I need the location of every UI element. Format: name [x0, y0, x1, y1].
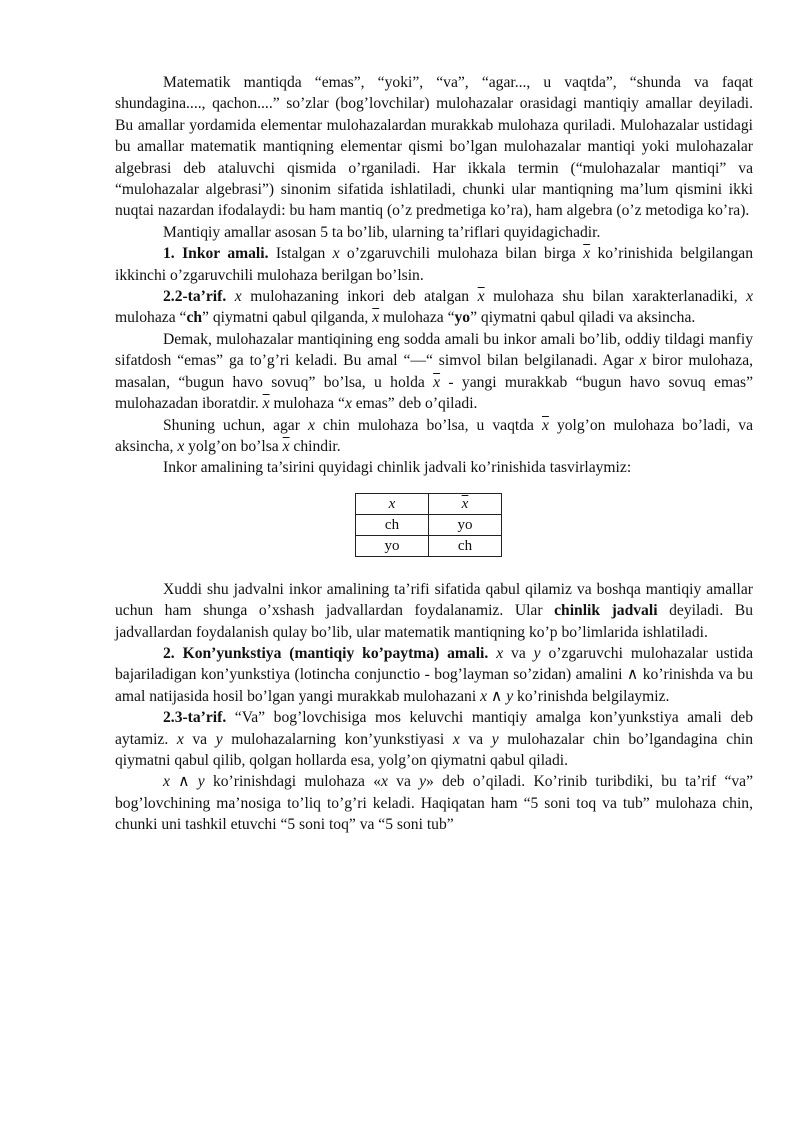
variable-not-x: $\overline{x}$: [541, 416, 549, 434]
negation-explanation-paragraph: Demak, mulohazalar mantiqining eng sodda amali bu inkor amali bo’lib, oddiy tildagi manfiy sifatdosh “emas” ga to’g’ri keladi. Bu amal “—“ simvol bilan belgilanadi. Agar x biror mulohaza, masalan, “bugun havo sovuq” bo’lsa, u holda $\overline{x}$ - yangi murakkab “bugun havo sovuq emas” mulohazadan iboratdir. $\overline{x}$ mulohaza “x emas” deb o’qiladi.: [115, 330, 754, 413]
variable-x: x: [234, 288, 242, 306]
conjunction-intro-paragraph: 2. Kon’yunkstiya (mantiqiy ko’paytma) amali. x va y o’zgaruvchi mulohazalar ustida bajariladigan kon’yunkstiya (lotincha conjunctio - bog’layman so’zidan) amalini ∧ ko’rinishda va bu amal natijasida hosil bo’lgan yangi murakkab mulohazani x ∧ y ko’rinishda belgilaymiz.: [115, 644, 754, 705]
page-content: [115, 72, 753, 836]
variable-y: y: [533, 644, 541, 662]
variable-x: x: [332, 245, 340, 263]
table-header-row: [356, 493, 502, 514]
truth-table-usage-paragraph: Xuddi shu jadvalni inkor amalining ta’rifi sifatida qabul qilamiz va boshqa mantiqiy amallar uchun ham shunga o’xshash jadvallardan foydalanamiz. Ular chinlik jadvali deyiladi. Bu jadvallardan foydalanish qulay bo’lib, ular matematik mantiqning ko’p bo’limlarida ishlatiladi.: [115, 580, 753, 641]
value-ch: ch: [186, 309, 203, 327]
variable-not-x: $\overline{x}$: [262, 395, 270, 413]
variable-not-x: $\overline{x}$: [372, 309, 380, 327]
table-header-x: x: [356, 493, 429, 514]
truth-table-term: chinlik jadvali: [554, 602, 658, 620]
negation-truth-table: [355, 493, 502, 557]
definition-2-2-paragraph: 2.2-ta’rif. x mulohazaning inkori deb atalgan $\overline{x}$ mulohaza shu bilan xarakterlanadiki, x mulohaza “ch” qiymatni qabul qilganda, $\overline{x}$ mulohaza “yo” qiymatni qabul qiladi va aksincha.: [115, 288, 754, 327]
variable-not-x: $\overline{x}$: [282, 437, 290, 455]
variable-y: y: [491, 730, 499, 748]
variable-not-x: $\overline{x}$: [477, 288, 485, 306]
table-cell: ch: [429, 535, 502, 556]
table-row: [356, 535, 502, 556]
conjunction-heading: 2. Kon’yunkstiya (mantiqiy ko’paytma) amali.: [163, 644, 489, 662]
table-row: [356, 514, 502, 535]
table-header-not-x: $\overline{x}$: [429, 493, 502, 514]
variable-x: x: [746, 288, 754, 306]
variable-x: x: [176, 730, 184, 748]
conjunction-reading-paragraph: x ∧ y ko’rinishdagi mulohaza «x va y» deb o’qiladi. Ko’rinib turibdiki, bu ta’rif “va” bog’lovchining ma’nosiga to’liq to’g’ri keladi. Haqiqatan ham “5 soni toq va tub” mulohaza chin, chunki uni tashkil etuvchi “5 soni toq” va “5 soni tub”: [115, 773, 753, 834]
variable-x: x: [452, 730, 460, 748]
conjunction-expression: x ∧ y: [480, 687, 514, 705]
variable-y: y: [419, 773, 427, 791]
definition-2-2-heading: 2.2-ta’rif.: [163, 288, 227, 306]
variable-x: x: [177, 437, 185, 455]
intro-paragraph: Matematik mantiqda “emas”, “yoki”, “va”, “agar..., u vaqtda”, “shunda va faqat shundagina...., qachon....” so’zlar (bog’lovchilar) mulohazalar orasidagi mantiqiy amallar deyiladi. Bu amallar yordamida elementar mulohazalardan murakkab mulohaza quriladi. Mulohazalar ustidagi bu amallar matematik mantiqning elementar qismi bo’lgan mulohazalar mantiqi yoki mulohazalar algebrasi deb ataluvchi qismida o’rganiladi. Har ikkala termin (“mulohazalar mantiqi” va “mulohazalar algebrasi”) sinonim sifatida ishlatiladi, chunki ular mantiqning ma’lum qismini ikki nuqtai nazardan ifodalaydi: bu ham mantiq (o’z predmetiga ko’ra), ham algebra (o’z metodiga ko’ra).: [115, 74, 753, 220]
value-yo: yo: [454, 309, 471, 327]
table-intro-paragraph: Inkor amalining ta’sirini quyidagi chinlik jadvali ko’rinishida tasvirlaymiz:: [163, 459, 632, 477]
conjunction-expression: x ∧ y: [163, 773, 205, 791]
variable-x: x: [381, 773, 388, 791]
variable-x: x: [639, 352, 647, 370]
variable-x: x: [307, 416, 315, 434]
variable-not-x: $\overline{x}$: [433, 373, 441, 391]
negation-intro-paragraph: 1. Inkor amali. Istalgan x o’zgaruvchili mulohaza bilan birga $\overline{x}$ ko’rinishida belgilangan ikkinchi o’zgaruvchili mulohaza berilgan bo’lsin.: [115, 245, 753, 284]
variable-y: y: [215, 730, 223, 748]
operations-count-paragraph: Mantiqiy amallar asosan 5 ta bo’lib, ularning ta’riflari quyidagichadir.: [163, 223, 601, 241]
variable-x: x: [496, 644, 504, 662]
definition-2-3-paragraph: 2.3-ta’rif. “Va” bog’lovchisiga mos keluvchi mantiqiy amalga kon’yunkstiya amali deb aytamiz. x va y mulohazalarning kon’yunkstiyasi x va y mulohazalar chin bo’lgandagina chin qiymatni qabul qilib, qolgan hollarda esa, yolg’on qiymatni qabul qiladi.: [115, 709, 754, 769]
table-cell: yo: [356, 535, 429, 556]
negation-heading: 1. Inkor amali.: [163, 245, 269, 263]
conjunction-symbol: ∧: [626, 666, 639, 684]
variable-x: x: [344, 395, 352, 413]
truth-consequence-paragraph: Shuning uchun, agar x chin mulohaza bo’lsa, u vaqtda $\overline{x}$ yolg’on mulohaza bo’ladi, va aksincha, x yolg’on bo’lsa $\overline{x}$ chindir.: [115, 416, 753, 455]
variable-not-x: $\overline{x}$: [583, 245, 591, 263]
table-cell: yo: [429, 514, 502, 535]
definition-2-3-heading: 2.3-ta’rif.: [163, 709, 227, 727]
table-cell: ch: [356, 514, 429, 535]
